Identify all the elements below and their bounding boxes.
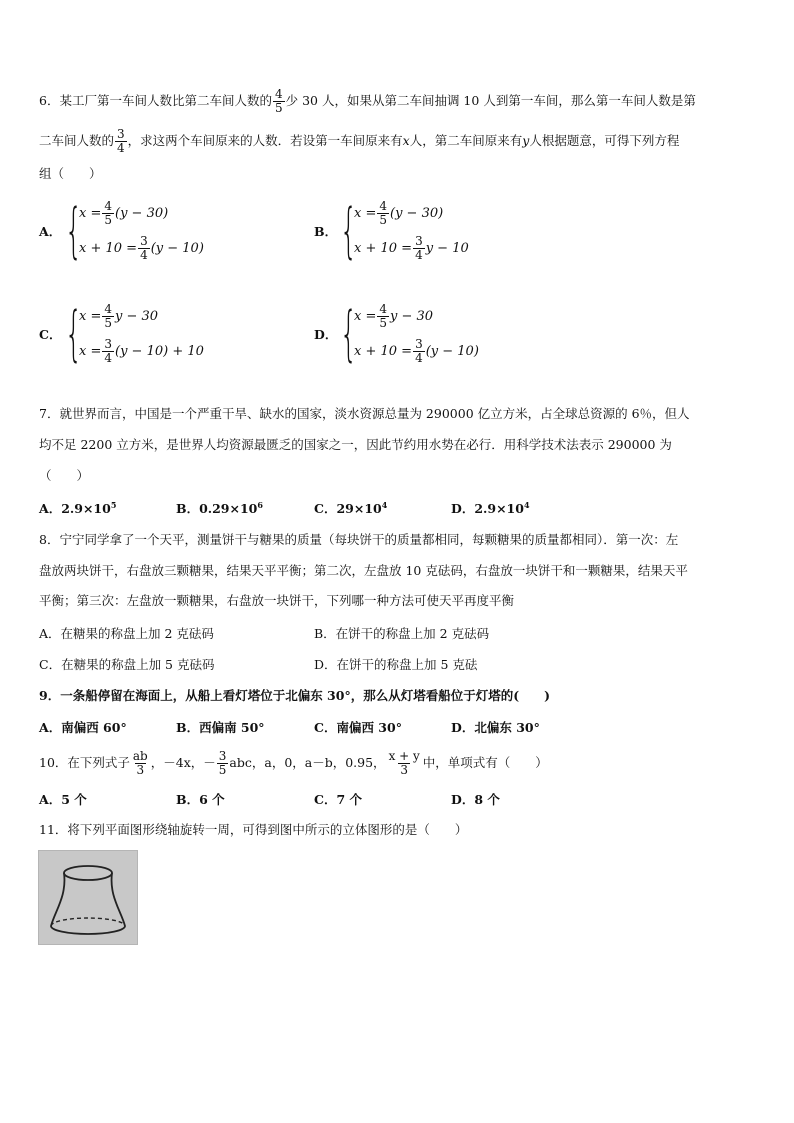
q6-line3: 组（ ）	[39, 166, 102, 181]
q9-option-d[interactable]: D．北偏东 30°	[451, 720, 540, 735]
q7-option-c[interactable]: C．$29\times 10^4$	[314, 499, 388, 516]
q8-line3: 平衡；第三次：左盘放一颗糖果，右盘放一块饼干，下列哪一种方法可使天平再度平衡	[39, 593, 515, 608]
q8-option-a[interactable]: A．在糖果的称盘上加 2 克砝码	[39, 626, 214, 641]
q6-option-c[interactable]: C． { x = $\frac{4}{5}$ y − 30 x = $\frac{3}{4}$ (y − 10) + 10	[39, 299, 204, 369]
q7-line1: 7．就世界而言，中国是一个严重干旱、缺水的国家，淡水资源总量为 290000 亿立方米，占全球总资源的 6％，但人	[39, 406, 690, 421]
eq-1: x = $\frac{4}{5}$ y − 30	[79, 302, 159, 330]
q9-option-c[interactable]: C．南偏西 30°	[314, 720, 402, 735]
q8-option-c[interactable]: C．在糖果的称盘上加 5 克砝码	[39, 657, 215, 672]
q7-option-d[interactable]: D．$2.9\times 10^4$	[451, 499, 530, 516]
eq-2: x + 10 = $\frac{3}{4}$ (y − 10)	[354, 337, 479, 365]
eq-1: x = $\frac{4}{5}$ y − 30	[354, 302, 434, 330]
q8-line1: 8．宁宁同学拿了一个天平，测量饼干与糖果的质量（每块饼干的质量都相同，每颗糖果的质量都相同）．第一次：左	[39, 532, 679, 547]
q6-text-b: 少 30 人，如果从第二车间抽调 10 人到第一车间，那么第一车间人数是第	[285, 93, 696, 108]
eq-2: x + 10 = $\frac{3}{4}$ (y − 10)	[79, 234, 204, 262]
q6-option-d[interactable]: D． { x = $\frac{4}{5}$ y − 30 x + 10 = $\frac{3}{4}$ (y − 10)	[314, 299, 479, 369]
q10-line1: 10．在下列式子 $\frac{ab}{3}$ ，－4x，－ $\frac{3}{5}$ abc，a，0，a－b，0.95， $\frac{x + y}{3}$ 中，单项式有（ ）	[39, 749, 548, 777]
q8-option-d[interactable]: D．在饼干的称盘上加 5 克砝	[314, 657, 478, 672]
eq-2: x = $\frac{3}{4}$ (y − 10) + 10	[79, 337, 204, 365]
q7-line3: （ ）	[39, 468, 90, 483]
q6-text-a: 6．某工厂第一车间人数比第二车间人数的	[39, 93, 272, 108]
q6-line2: 二车间人数的 $\frac{3}{4}$ ，求这两个车间原来的人数．若设第一车间原来有x人，第二车间原来有y人根据题意，可得下列方程	[39, 127, 680, 155]
q8-option-b[interactable]: B．在饼干的称盘上加 2 克砝码	[314, 626, 490, 641]
q6-line1	[39, 88, 774, 115]
q6-fraction-3-4: $\frac{3}{4}$	[117, 127, 125, 155]
q7-line2: 均不足 2200 立方米，是世界人均资源最匮乏的国家之一，因此节约用水势在必行．用科学技术法表示 290000 为	[39, 437, 672, 452]
eq-1: x = $\frac{4}{5}$ (y − 30)	[79, 199, 169, 227]
q11-line1: 11．将下列平面图形绕轴旋转一周，可得到图中所示的立体图形的是（ ）	[39, 822, 468, 837]
q6-option-a[interactable]: A． { x = $\frac{4}{5}$ (y − 30) x + 10 = $\frac{3}{4}$ (y − 10)	[39, 196, 204, 266]
q10-option-d[interactable]: D．8 个	[451, 792, 500, 807]
q10-option-b[interactable]: B．6 个	[176, 792, 225, 807]
q10-option-a[interactable]: A．5 个	[39, 792, 87, 807]
q9-line1: 9．一条船停留在海面上，从船上看灯塔位于北偏东 30°，那么从灯塔看船位于灯塔的( )	[39, 688, 551, 703]
left-brace-icon: {	[340, 299, 358, 369]
fraction-xy-3: $\frac{x + y}{3}$	[388, 749, 420, 777]
frustum-figure-icon	[38, 850, 138, 945]
left-brace-icon: {	[65, 299, 83, 369]
eq-2: x + 10 = $\frac{3}{4}$ y − 10	[354, 234, 469, 262]
q7-option-a[interactable]: A．$2.9\times 10^5$	[39, 499, 117, 516]
q9-option-a[interactable]: A．南偏西 60°	[39, 720, 127, 735]
q6-fraction-4-5: $\frac{4}{5}$	[274, 87, 283, 115]
q9-option-b[interactable]: B．西偏南 50°	[176, 720, 265, 735]
left-brace-icon: {	[65, 196, 83, 266]
q7-option-b[interactable]: B．$0.29\times 10^6$	[176, 499, 263, 516]
fraction-3-5: $\frac{3}{5}$	[218, 749, 227, 777]
left-brace-icon: {	[340, 196, 358, 266]
fraction-ab-3: $\frac{ab}{3}$	[132, 749, 148, 777]
q6-option-b[interactable]: B． { x = $\frac{4}{5}$ (y − 30) x + 10 = $\frac{3}{4}$ y − 10	[314, 196, 469, 266]
eq-1: x = $\frac{4}{5}$ (y − 30)	[354, 199, 444, 227]
q8-line2: 盘放两块饼干，右盘放三颗糖果，结果天平平衡；第二次，左盘放 10 克砝码，右盘放一块饼干和一颗糖果，结果天平	[39, 563, 688, 578]
q10-option-c[interactable]: C．7 个	[314, 792, 362, 807]
